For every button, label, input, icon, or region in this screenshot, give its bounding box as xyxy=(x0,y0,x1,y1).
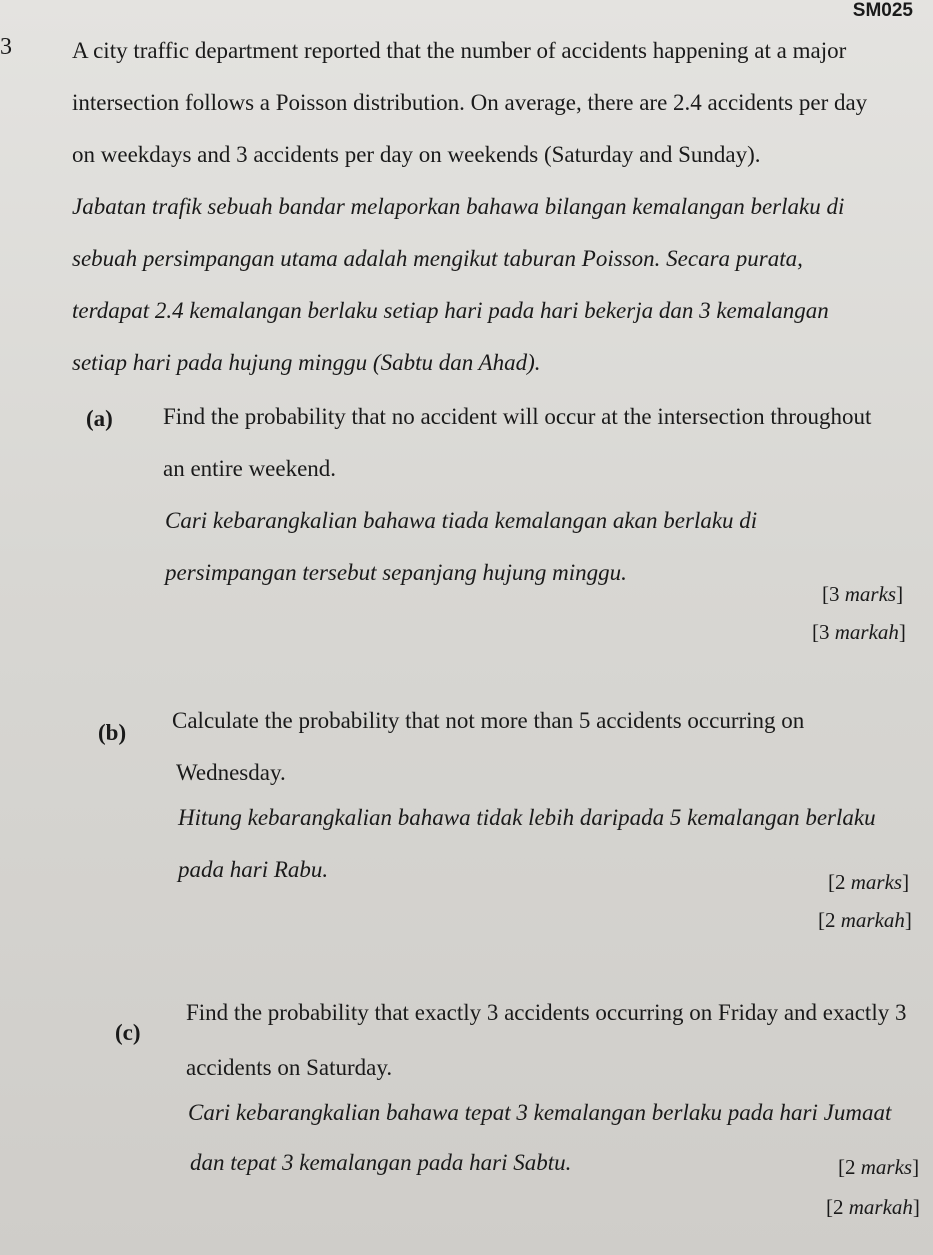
part-c-markah: [2 markah] xyxy=(826,1195,920,1219)
part-b-marks-word: marks xyxy=(850,870,903,894)
part-c-ms-line-2: dan tepat 3 kemalangan pada hari Sabtu. xyxy=(190,1150,572,1175)
part-c-ms-line-1: Cari kebarangkalian bahawa tepat 3 kemalangan berlaku pada hari Jumaat xyxy=(188,1100,892,1125)
part-b-en-line-2: Wednesday. xyxy=(176,760,286,785)
part-a-markah: [3 markah] xyxy=(812,620,906,644)
part-a-marks-word: marks xyxy=(844,582,897,606)
part-c-markah-word: markah xyxy=(848,1195,913,1219)
part-c-en-line-1: Find the probability that exactly 3 accidents occurring on Friday and exactly 3 xyxy=(186,1000,907,1025)
intro-ms-line-2: sebuah persimpangan utama adalah mengikut taburan Poisson. Secara purata, xyxy=(72,246,803,271)
part-b-markah-num: [2 xyxy=(818,908,836,932)
part-a-label: (a) xyxy=(86,406,113,431)
part-b-en-line-1: Calculate the probability that not more than 5 accidents occurring on xyxy=(172,708,805,733)
part-c-label: (c) xyxy=(115,1020,141,1045)
paper-code: SM025 xyxy=(852,0,913,21)
part-a-markah-num: [3 xyxy=(812,620,830,644)
part-b-markah-word: markah xyxy=(840,908,905,932)
part-a-ms-line-1: Cari kebarangkalian bahawa tiada kemalangan akan berlaku di xyxy=(165,508,758,533)
part-a-ms-line-2: persimpangan tersebut sepanjang hujung minggu. xyxy=(165,560,627,585)
intro-en-line-1: A city traffic department reported that the number of accidents happening at a major xyxy=(72,38,847,63)
part-a-en-line-2: an entire weekend. xyxy=(163,456,337,481)
intro-ms-line-4: setiap hari pada hujung minggu (Sabtu dan Ahad). xyxy=(72,350,541,375)
part-a-marks: [3 marks] xyxy=(822,582,904,606)
part-a-marks-num: [3 xyxy=(822,582,840,606)
intro-en-line-2: intersection follows a Poisson distribution. On average, there are 2.4 accidents per day xyxy=(72,90,868,115)
part-b-label: (b) xyxy=(98,720,127,745)
intro-ms-line-1: Jabatan trafik sebuah bandar melaporkan bahawa bilangan kemalangan berlaku di xyxy=(72,194,845,219)
part-a-en-line-1: Find the probability that no accident will occur at the intersection throughout xyxy=(163,404,872,429)
part-a-markah-word: markah xyxy=(834,620,899,644)
intro-ms-line-3: terdapat 2.4 kemalangan berlaku setiap hari pada hari bekerja dan 3 kemalangan xyxy=(72,298,829,323)
part-c-marks-num: [2 xyxy=(838,1155,856,1179)
question-number: 3 xyxy=(0,34,12,60)
intro-en-line-3: on weekdays and 3 accidents per day on weekends (Saturday and Sunday). xyxy=(72,142,761,167)
part-c-en-line-2: accidents on Saturday. xyxy=(186,1055,393,1080)
part-c-marks: [2 marks] xyxy=(838,1155,920,1179)
part-c-marks-word: marks xyxy=(860,1155,913,1179)
part-b-markah: [2 markah] xyxy=(818,908,912,932)
part-b-ms-line-2: pada hari Rabu. xyxy=(178,857,329,882)
part-b-ms-line-1: Hitung kebarangkalian bahawa tidak lebih daripada 5 kemalangan berlaku xyxy=(178,805,876,830)
part-c-markah-num: [2 xyxy=(826,1195,844,1219)
part-b-marks: [2 marks] xyxy=(828,870,910,894)
part-b-marks-num: [2 xyxy=(828,870,846,894)
